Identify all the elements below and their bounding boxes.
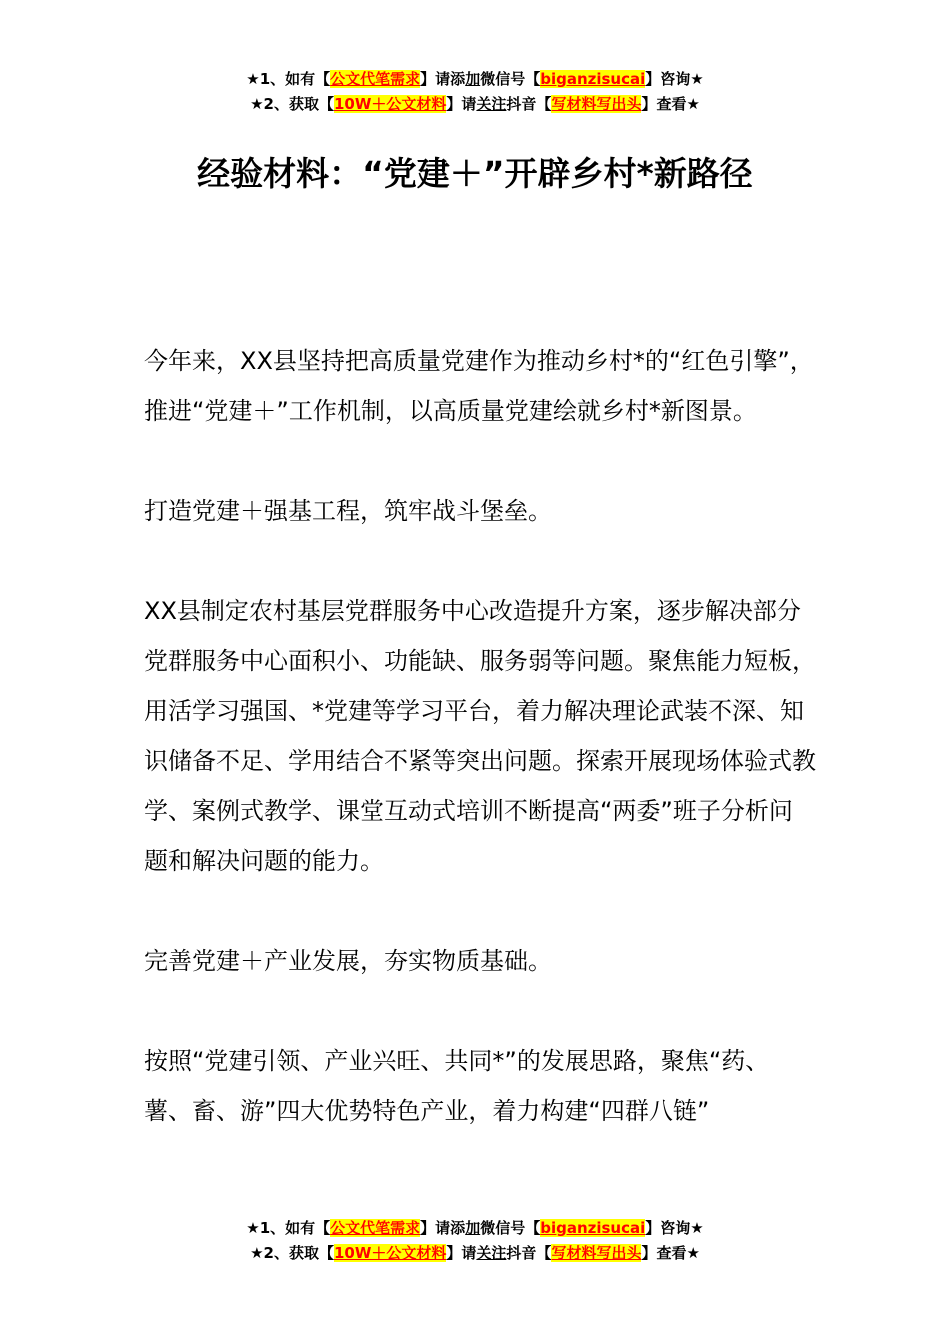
paragraph-intro: 今年来，XX县坚持把高质量党建作为推动乡村*的“红色引擎”，推进“党建＋”工作机制，以高质量党建绘就乡村*新图景。 xyxy=(144,347,814,425)
wechat-id: biganzisucai xyxy=(540,1219,646,1237)
footer-line-2: ★2、获取【10W＋公文材料】请关注抖音【写材料写出头】查看★ xyxy=(250,1244,700,1262)
footer-banner xyxy=(0,1216,950,1266)
section-heading-2: 完善党建＋产业发展，夯实物质基础。 xyxy=(144,947,552,975)
paragraph-section-2: 按照“党建引领、产业兴旺、共同*”的发展思路，聚焦“药、薯、畜、游”四大优势特色产业，着力构建“四群八链” xyxy=(144,1047,770,1125)
douyin-id: 写材料写出头 xyxy=(551,95,642,113)
wechat-id: biganzisucai xyxy=(540,70,646,88)
paragraph-section-1: XX县制定农村基层党群服务中心改造提升方案，逐步解决部分党群服务中心面积小、功能缺、服务弱等问题。聚焦能力短板，用活学习强国、*党建等学习平台，着力解决理论武装不深、知识储备不足、学用结合不紧等突出问题。探索开展现场体验式教学、案例式教学、课堂互动式培训不断提高“两委”班子分析问题和解决问题的能力。 xyxy=(144,597,816,875)
materials-highlight: 10W＋公文材料 xyxy=(333,1244,447,1262)
service-highlight: 公文代笔需求 xyxy=(330,1219,421,1237)
materials-highlight: 10W＋公文材料 xyxy=(333,95,447,113)
banner-line-2: ★2、获取【10W＋公文材料】请关注抖音【写材料写出头】查看★ xyxy=(250,95,700,113)
banner-line-1: ★1、如有【公文代笔需求】请添加微信号【biganzisucai】咨询★ xyxy=(246,70,704,88)
header-banner xyxy=(0,67,950,117)
douyin-id: 写材料写出头 xyxy=(551,1244,642,1262)
footer-line-1: ★1、如有【公文代笔需求】请添加微信号【biganzisucai】咨询★ xyxy=(246,1219,704,1237)
section-heading-1: 打造党建＋强基工程，筑牢战斗堡垒。 xyxy=(144,497,552,525)
service-highlight: 公文代笔需求 xyxy=(330,70,421,88)
document-body xyxy=(144,336,816,1186)
document-title: 经验材料：“党建＋”开辟乡村*新路径 xyxy=(197,154,753,193)
